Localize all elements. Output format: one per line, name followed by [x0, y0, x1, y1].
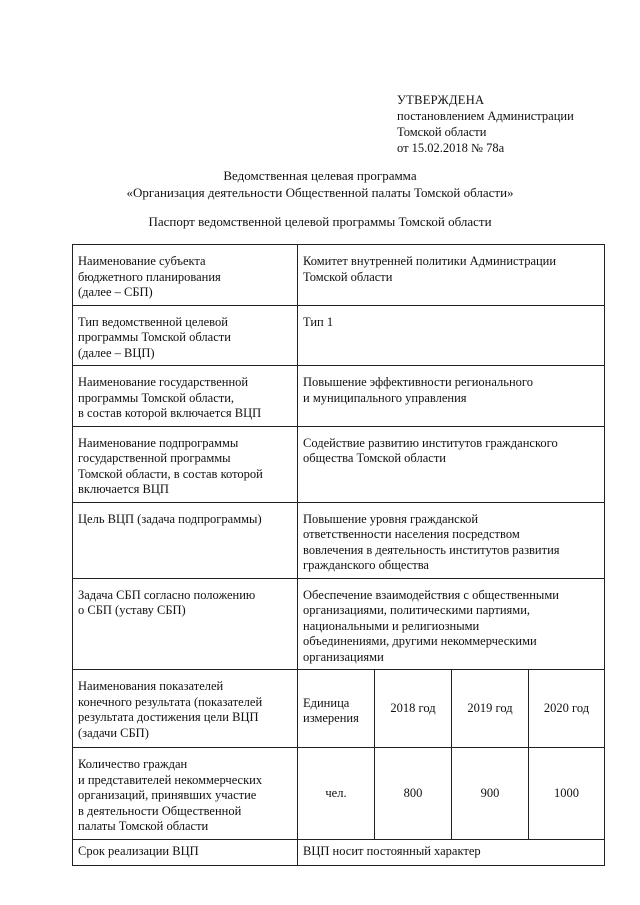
row-label: Задача СБП согласно положению о СБП (уставу СБП) [73, 578, 298, 670]
unit-header: Единица измерения [298, 670, 375, 748]
row-label: Тип ведомственной целевой программы Томской области (далее – ВЦП) [73, 305, 298, 366]
row-label: Наименование субъекта бюджетного планирования (далее – СБП) [73, 245, 298, 306]
passport-table [72, 244, 605, 866]
approval-date: от 15.02.2018 № 78а [397, 141, 505, 155]
row-value: Содействие развитию институтов гражданского общества Томской области [298, 426, 605, 502]
table-row [73, 578, 605, 670]
table-row [73, 502, 605, 578]
passport-heading: Паспорт ведомственной целевой программы Томской области [148, 214, 492, 229]
indicator-value-2020: 1000 [529, 748, 605, 840]
term-label: Срок реализации ВЦП [73, 839, 298, 865]
row-value: Обеспечение взаимодействия с общественными организациями, политическими партиями, национальными и религиозными объединениями, другими некоммерческими организациями [298, 578, 605, 670]
indicator-value-2018: 800 [375, 748, 452, 840]
table-row [73, 245, 605, 306]
row-label: Наименование подпрограммы государственной программы Томской области, в состав которой включается ВЦП [73, 426, 298, 502]
year-header: 2019 год [452, 670, 529, 748]
indicators-label: Наименования показателей конечного результата (показателей результата достижения цели ВЦП (задачи СБП) [73, 670, 298, 748]
approval-line: постановлением Администрации [397, 109, 574, 123]
program-title [0, 167, 640, 201]
indicator-value-2019: 900 [452, 748, 529, 840]
term-value: ВЦП носит постоянный характер [298, 839, 605, 865]
table-row [73, 426, 605, 502]
indicator-row [73, 748, 605, 840]
indicator-unit: чел. [298, 748, 375, 840]
program-title-line2: «Организация деятельности Общественной палаты Томской области» [126, 185, 514, 200]
program-title-line1: Ведомственная целевая программа [223, 168, 417, 183]
indicators-header-row [73, 670, 605, 748]
approval-heading: УТВЕРЖДЕНА [397, 93, 485, 107]
indicator-label: Количество граждан и представителей некоммерческих организаций, принявших участие в деятельности Общественной палаты Томской области [73, 748, 298, 840]
approval-line: Томской области [397, 125, 487, 139]
row-value: Повышение эффективности регионального и муниципального управления [298, 366, 605, 427]
row-label: Наименование государственной программы Томской области, в состав которой включается ВЦП [73, 366, 298, 427]
table-row [73, 305, 605, 366]
term-row [73, 839, 605, 865]
table-row [73, 366, 605, 427]
approval-stamp [397, 92, 574, 156]
year-header: 2018 год [375, 670, 452, 748]
row-value: Комитет внутренней политики Администрации Томской области [298, 245, 605, 306]
row-label: Цель ВЦП (задача подпрограммы) [73, 502, 298, 578]
year-header: 2020 год [529, 670, 605, 748]
row-value: Повышение уровня гражданской ответственности населения посредством вовлечения в деятельность институтов развития гражданского общества [298, 502, 605, 578]
row-value: Тип 1 [298, 305, 605, 366]
